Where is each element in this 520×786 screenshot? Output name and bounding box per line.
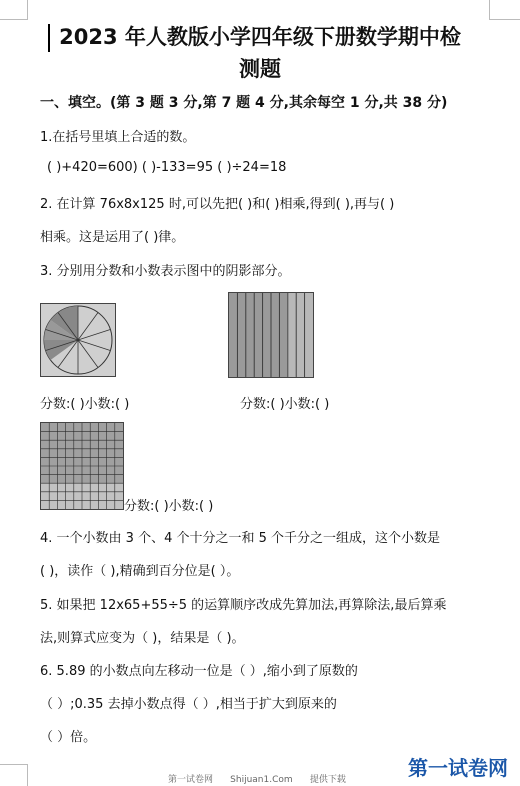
question-2-line2: 相乘。这是运用了( )律。 xyxy=(40,230,185,245)
question-3-answer-a: 分数:( )小数:( ) xyxy=(40,397,130,412)
footer-text: 第一试卷网 Shijuan1.Com 提供下载 xyxy=(168,775,346,785)
crop-mark-bottom-left xyxy=(27,764,28,786)
page-title: 2023 年人教版小学四年级下册数学期中检 xyxy=(59,25,461,49)
figure-stripes xyxy=(228,292,314,378)
question-3-answer-c: 分数:( )小数:( ) xyxy=(124,499,214,514)
crop-mark-top-left-h xyxy=(0,19,28,20)
grid-graphic xyxy=(41,423,123,509)
figure-grid xyxy=(40,422,124,510)
question-6-line3: （ ）倍。 xyxy=(40,730,97,745)
stripes-graphic xyxy=(229,293,313,377)
question-5-line2: 法,则算式应变为（ )，结果是（ )。 xyxy=(40,631,245,646)
circle-sectors-graphic xyxy=(41,304,115,376)
question-3-answer-b: 分数:( )小数:( ) xyxy=(240,397,330,412)
brand-watermark: 第一试卷网 xyxy=(408,756,508,780)
section-heading: 一、填空。(第 3 题 3 分,第 7 题 4 分,其余每空 1 分,共 38 分) xyxy=(40,95,448,111)
question-4-line2: ( )，读作（ ),精确到百分位是( ）。 xyxy=(40,564,240,579)
question-6-line1: 6. 5.89 的小数点向左移动一位是（ ）,缩小到了原数的 xyxy=(40,664,358,679)
figure-circle xyxy=(40,303,116,377)
question-4-line1: 4. 一个小数由 3 个、4 个十分之一和 5 个千分之一组成，这个小数是 xyxy=(40,531,441,546)
crop-mark-top-right xyxy=(489,0,490,20)
question-1-blanks: ( )+420=600) ( )-133=95 ( )÷24=18 xyxy=(47,160,287,175)
crop-mark-top-right-h xyxy=(489,19,520,20)
question-1: 1.在括号里填上合适的数。 xyxy=(40,130,196,145)
question-6-line2: （ ）;0.35 去掉小数点得（ ）,相当于扩大到原来的 xyxy=(40,697,337,712)
question-5-line1: 5. 如果把 12x65+55÷5 的运算顺序改成先算加法,再算除法,最后算乘 xyxy=(40,598,447,613)
page-title-continued: 测题 xyxy=(239,57,281,81)
question-3: 3. 分别用分数和小数表示图中的阴影部分。 xyxy=(40,264,291,279)
question-2-line1: 2. 在计算 76x8x125 时,可以先把( )和( )相乘,得到( ),再与( ) xyxy=(40,197,395,212)
crop-mark-bottom-left-h xyxy=(0,764,28,765)
crop-mark-top-left xyxy=(27,0,28,20)
